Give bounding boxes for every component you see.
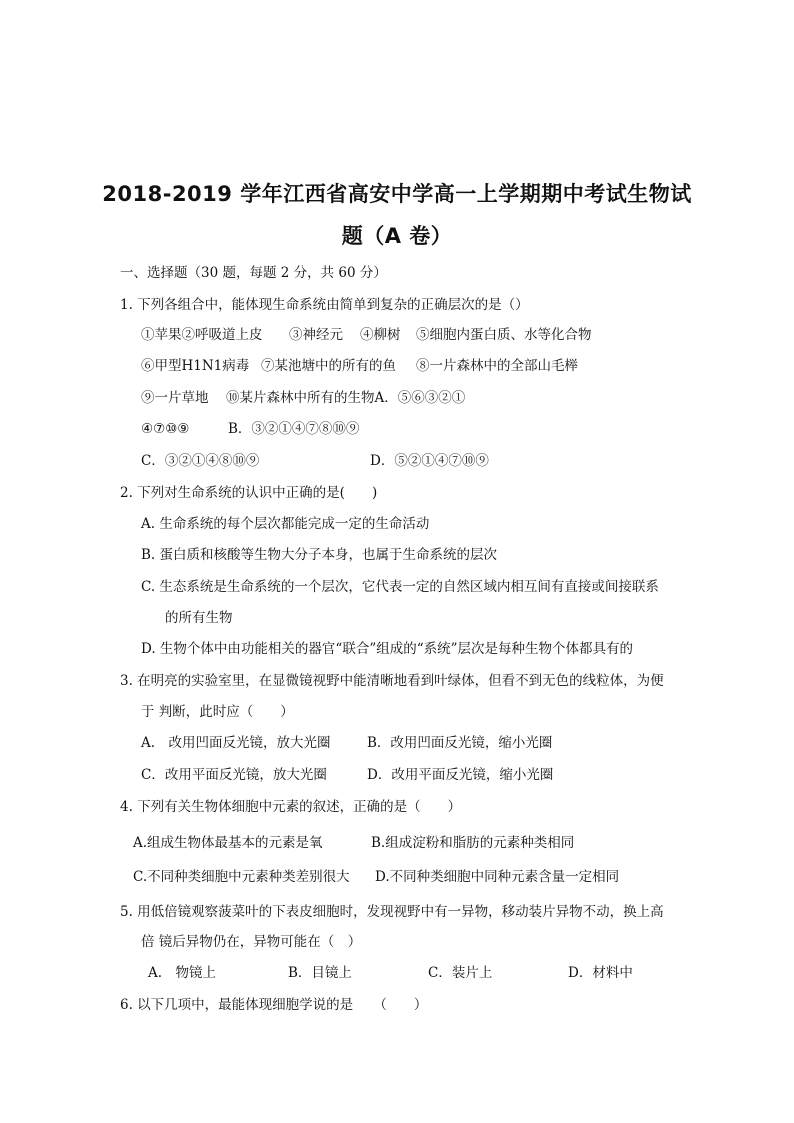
q2-stem: 2. 下列对生命系统的认识中正确的是( ) [120,485,378,501]
q5-option-a: A. 物镜上 [148,965,217,981]
q3-stem: 3. 在明亮的实验室里，在显微镜视野中能清晰地看到叶绿体，但看不到无色的线粒体，为便 [120,673,664,689]
q1-item: ③神经元 [289,327,343,343]
q4-stem: 4. 下列有关生物体细胞中元素的叙述，正确的是（ ） [120,799,462,815]
exam-title-line-1: 2018-2019 学年江西省高安中学高一上学期期中考试生物试 [102,182,692,206]
q1-stem: 1. 下列各组合中，能体现生命系统由简单到复杂的正确层次的是（） [120,297,529,313]
q1-option-b: B．③②①④⑦⑧⑩⑨ [228,421,360,437]
q2-option-c: C. 生态系统是生命系统的一个层次，它代表一定的自然区域内相互间有直接或间接联系 [141,579,659,595]
q1-item: ④⑦⑩⑨ [141,421,190,437]
q1-item: ⑥甲型H1N1病毒 [141,358,250,374]
q2-option-b: B. 蛋白质和核酸等生物大分子本身，也属于生命系统的层次 [141,547,498,563]
q2-option-d: D. 生物个体中由功能相关的器官“联合”组成的“系统”层次是每种生物个体都具有的 [141,641,634,657]
q4-option-b: B.组成淀粉和脂肪的元素种类相同 [371,835,575,851]
section-heading: 一、选择题（30 题，每题 2 分，共 60 分） [120,265,387,281]
q5-option-c: C．装片上 [428,965,493,981]
q2-option-a: A. 生命系统的每个层次都能完成一定的生命活动 [141,516,430,532]
q1-item: ④柳树 [360,327,401,343]
q3-option-b: B．改用凹面反光镜，缩小光圈 [367,735,553,751]
exam-title-line-2: 题（A 卷） [341,224,453,248]
q1-item: ⑦某池塘中的所有的鱼 [261,358,396,374]
q4-option-c: C.不同种类细胞中元素种类差别很大 [133,869,350,885]
q1-item: ⑩某片森林中所有的生物A．⑤⑥③②① [226,390,466,406]
q1-item: ⑧一片森林中的全部山毛榉 [416,358,578,374]
q1-option-d: D．⑤②①④⑦⑩⑨ [370,453,489,469]
q4-option-a: A.组成生物体最基本的元素是氧 [133,835,323,851]
q5-option-b: B．目镜上 [288,965,352,981]
q1-item: ⑤细胞内蛋白质、水等化合物 [416,327,592,343]
q3-option-d: D．改用平面反光镜，缩小光圈 [367,767,554,783]
q1-item: ⑨一片草地 [141,390,209,406]
q4-option-d: D.不同种类细胞中同种元素含量一定相同 [375,869,620,885]
q3-option-c: C．改用平面反光镜，放大光圈 [141,767,327,783]
q3-option-a: A. 改用凹面反光镜，放大光圈 [141,735,331,751]
q5-stem: 5. 用低倍镜观察菠菜叶的下表皮细胞时，发现视野中有一异物，移动装片异物不动，换上高 [120,904,664,920]
q5-stem-continued: 倍 镜后异物仍在，异物可能在（ ） [141,934,362,950]
q3-stem-continued: 于 判断，此时应（ ） [141,704,294,720]
q2-option-c-continued: 的所有生物 [165,610,233,626]
q6-stem: 6. 以下几项中，最能体现细胞学说的是 （ ） [120,997,428,1013]
q5-option-d: D．材料中 [568,965,633,981]
q1-item: ①苹果②呼吸道上皮 [141,327,263,343]
q1-option-c: C．③②①④⑧⑩⑨ [141,453,260,469]
